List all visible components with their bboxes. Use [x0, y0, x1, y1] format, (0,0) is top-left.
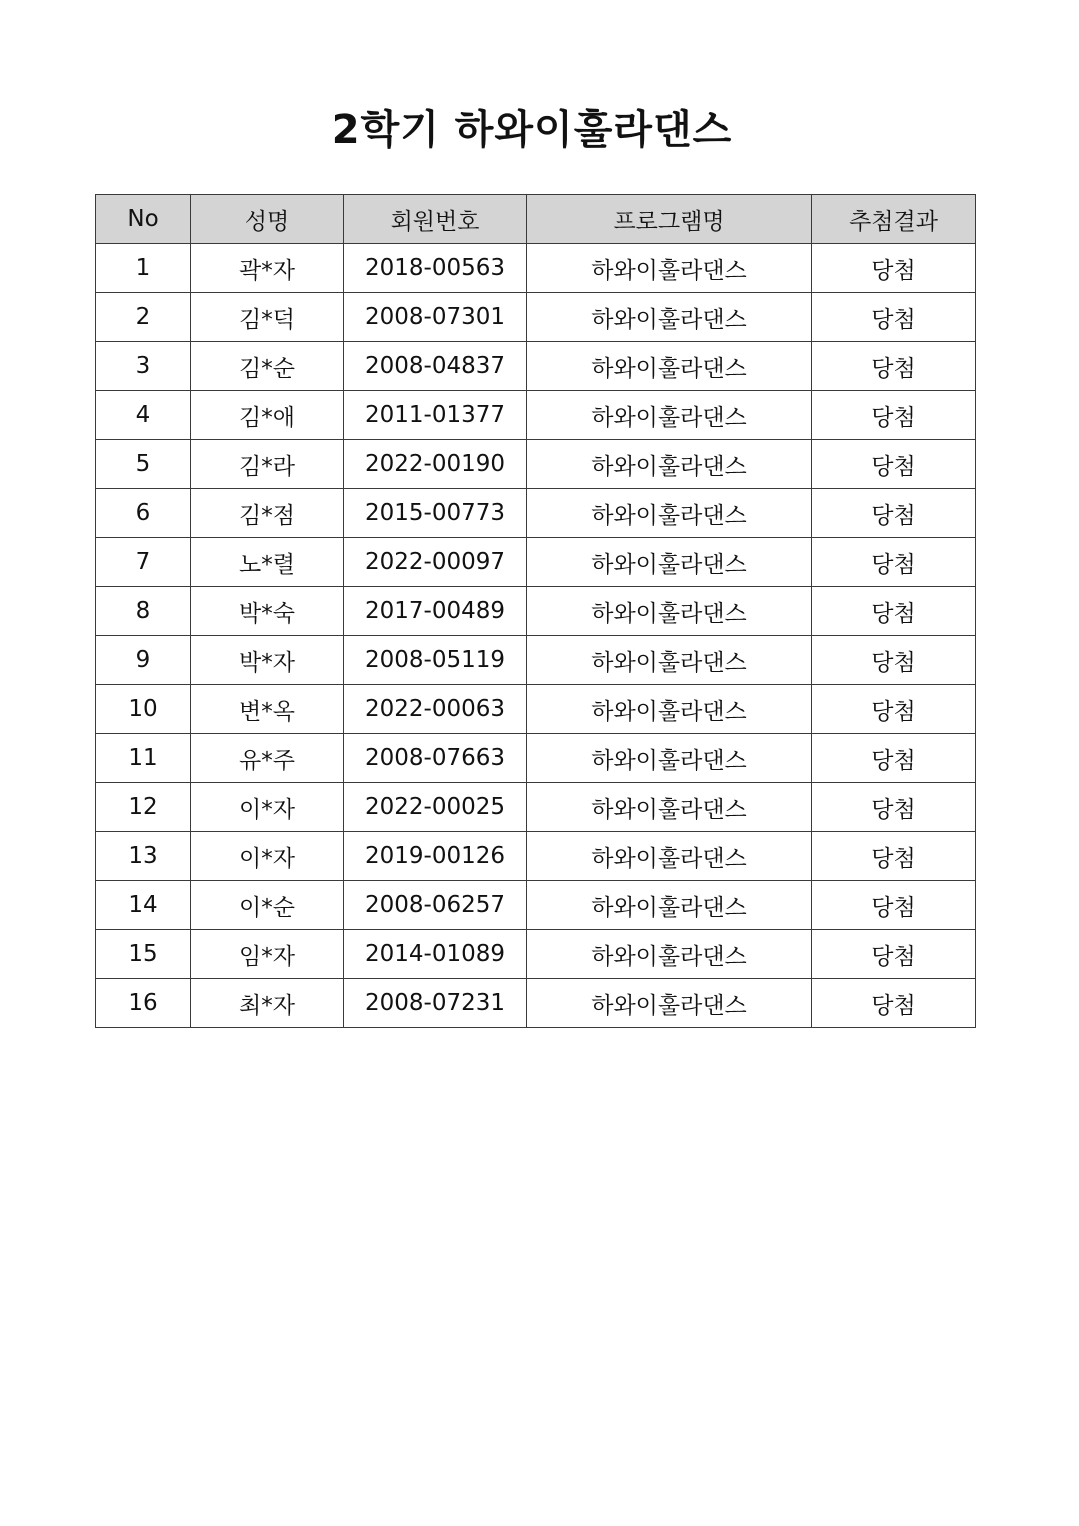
cell-no: 11 — [96, 734, 191, 783]
cell-member-number: 2019-00126 — [344, 832, 527, 881]
page-title: 2학기 하와이훌라댄스 — [331, 107, 733, 153]
table-row — [96, 930, 976, 979]
table-row — [96, 832, 976, 881]
cell-member-number: 2022-00025 — [344, 783, 527, 832]
cell-no: 10 — [96, 685, 191, 734]
cell-name: 김*애 — [191, 391, 344, 440]
cell-member-number: 2017-00489 — [344, 587, 527, 636]
cell-member-number: 2008-07301 — [344, 293, 527, 342]
cell-member-number: 2018-00563 — [344, 244, 527, 293]
table-row — [96, 244, 976, 293]
cell-member-number: 2014-01089 — [344, 930, 527, 979]
cell-program-name: 하와이훌라댄스 — [527, 342, 812, 391]
header-no: No — [96, 195, 191, 244]
cell-program-name: 하와이훌라댄스 — [527, 685, 812, 734]
cell-no: 4 — [96, 391, 191, 440]
table-header — [96, 195, 976, 244]
cell-no: 5 — [96, 440, 191, 489]
cell-name: 김*점 — [191, 489, 344, 538]
cell-member-number: 2022-00097 — [344, 538, 527, 587]
cell-member-number: 2022-00190 — [344, 440, 527, 489]
cell-no: 12 — [96, 783, 191, 832]
table-row — [96, 440, 976, 489]
cell-lottery-result: 당첨 — [812, 489, 976, 538]
cell-program-name: 하와이훌라댄스 — [527, 440, 812, 489]
table-row — [96, 881, 976, 930]
cell-no: 15 — [96, 930, 191, 979]
cell-name: 곽*자 — [191, 244, 344, 293]
cell-name: 김*라 — [191, 440, 344, 489]
header-member-number: 회원번호 — [344, 195, 527, 244]
table-row — [96, 538, 976, 587]
cell-no: 3 — [96, 342, 191, 391]
cell-name: 최*자 — [191, 979, 344, 1028]
table-row — [96, 783, 976, 832]
cell-lottery-result: 당첨 — [812, 636, 976, 685]
cell-name: 노*렬 — [191, 538, 344, 587]
cell-program-name: 하와이훌라댄스 — [527, 930, 812, 979]
header-row — [96, 195, 976, 244]
cell-lottery-result: 당첨 — [812, 685, 976, 734]
table-row — [96, 685, 976, 734]
cell-name: 이*자 — [191, 832, 344, 881]
cell-lottery-result: 당첨 — [812, 587, 976, 636]
table-row — [96, 342, 976, 391]
cell-no: 13 — [96, 832, 191, 881]
cell-no: 7 — [96, 538, 191, 587]
cell-lottery-result: 당첨 — [812, 832, 976, 881]
cell-member-number: 2008-06257 — [344, 881, 527, 930]
cell-name: 이*순 — [191, 881, 344, 930]
cell-lottery-result: 당첨 — [812, 783, 976, 832]
cell-program-name: 하와이훌라댄스 — [527, 636, 812, 685]
cell-program-name: 하와이훌라댄스 — [527, 244, 812, 293]
cell-lottery-result: 당첨 — [812, 979, 976, 1028]
cell-lottery-result: 당첨 — [812, 293, 976, 342]
cell-name: 이*자 — [191, 783, 344, 832]
table-row — [96, 636, 976, 685]
cell-member-number: 2008-05119 — [344, 636, 527, 685]
cell-no: 16 — [96, 979, 191, 1028]
cell-lottery-result: 당첨 — [812, 342, 976, 391]
cell-no: 1 — [96, 244, 191, 293]
cell-name: 박*자 — [191, 636, 344, 685]
cell-program-name: 하와이훌라댄스 — [527, 979, 812, 1028]
cell-member-number: 2011-01377 — [344, 391, 527, 440]
cell-no: 9 — [96, 636, 191, 685]
cell-name: 김*순 — [191, 342, 344, 391]
cell-name: 변*옥 — [191, 685, 344, 734]
cell-lottery-result: 당첨 — [812, 930, 976, 979]
table-row — [96, 391, 976, 440]
cell-program-name: 하와이훌라댄스 — [527, 734, 812, 783]
cell-lottery-result: 당첨 — [812, 538, 976, 587]
table-row — [96, 587, 976, 636]
cell-no: 14 — [96, 881, 191, 930]
cell-lottery-result: 당첨 — [812, 881, 976, 930]
cell-member-number: 2015-00773 — [344, 489, 527, 538]
cell-program-name: 하와이훌라댄스 — [527, 538, 812, 587]
cell-member-number: 2008-04837 — [344, 342, 527, 391]
table-row — [96, 293, 976, 342]
table-body — [96, 244, 976, 1028]
header-lottery-result: 추첨결과 — [812, 195, 976, 244]
table-row — [96, 734, 976, 783]
header-name: 성명 — [191, 195, 344, 244]
cell-lottery-result: 당첨 — [812, 440, 976, 489]
cell-member-number: 2008-07663 — [344, 734, 527, 783]
cell-lottery-result: 당첨 — [812, 244, 976, 293]
cell-name: 유*주 — [191, 734, 344, 783]
cell-name: 김*덕 — [191, 293, 344, 342]
cell-no: 8 — [96, 587, 191, 636]
lottery-result-table — [95, 194, 976, 1028]
header-program-name: 프로그램명 — [527, 195, 812, 244]
cell-no: 6 — [96, 489, 191, 538]
cell-no: 2 — [96, 293, 191, 342]
cell-lottery-result: 당첨 — [812, 391, 976, 440]
cell-member-number: 2008-07231 — [344, 979, 527, 1028]
cell-name: 박*숙 — [191, 587, 344, 636]
cell-name: 임*자 — [191, 930, 344, 979]
cell-program-name: 하와이훌라댄스 — [527, 293, 812, 342]
table-row — [96, 979, 976, 1028]
cell-program-name: 하와이훌라댄스 — [527, 881, 812, 930]
cell-program-name: 하와이훌라댄스 — [527, 391, 812, 440]
cell-member-number: 2022-00063 — [344, 685, 527, 734]
cell-program-name: 하와이훌라댄스 — [527, 783, 812, 832]
cell-program-name: 하와이훌라댄스 — [527, 587, 812, 636]
cell-program-name: 하와이훌라댄스 — [527, 489, 812, 538]
cell-program-name: 하와이훌라댄스 — [527, 832, 812, 881]
table-row — [96, 489, 976, 538]
cell-lottery-result: 당첨 — [812, 734, 976, 783]
